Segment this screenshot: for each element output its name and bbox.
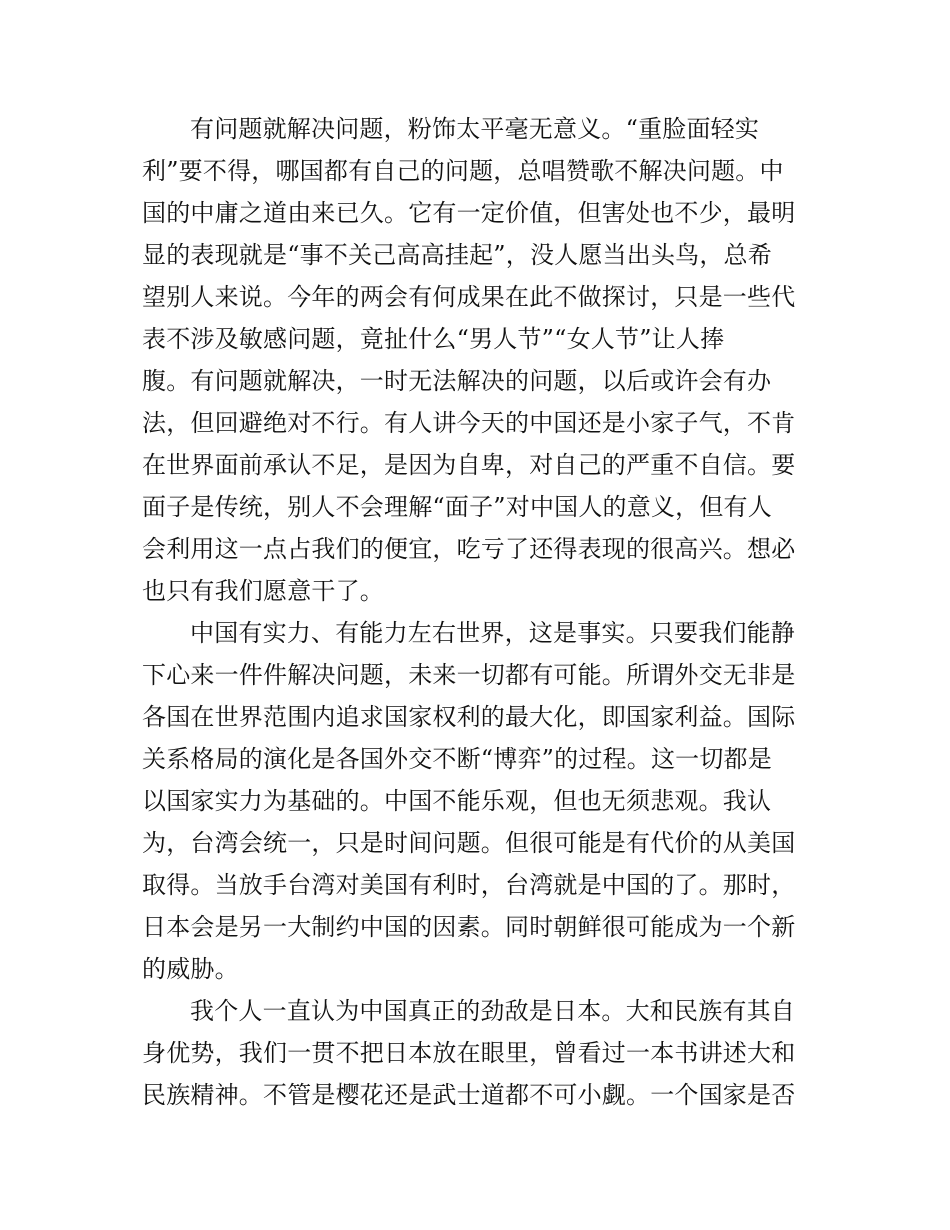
- text-line: 表不涉及敏感问题，竟扯什么“男人节”“女人节”让人捧: [142, 325, 725, 353]
- text-line: 有问题就解决问题，粉饰太平毫无意义。“重脸面轻实: [190, 115, 760, 143]
- paragraph-3: [142, 990, 814, 1116]
- text-line: 下心来一件件解决问题，未来一切都有可能。所谓外交无非是: [142, 661, 796, 689]
- text-line: 望别人来说。今年的两会有何成果在此不做探讨，只是一些代: [142, 283, 796, 311]
- text-line: 国的中庸之道由来已久。它有一定价值，但害处也不少，最明: [142, 199, 796, 227]
- text-line: 法，但回避绝对不行。有人讲今天的中国还是小家子气，不肯: [142, 409, 796, 437]
- text-line: 在世界面前承认不足，是因为自卑，对自己的严重不自信。要: [142, 451, 796, 479]
- text-line: 也只有我们愿意干了。: [142, 577, 384, 605]
- text-line: 会利用这一点占我们的便宜，吃亏了还得表现的很高兴。想必: [142, 535, 796, 563]
- text-line: 各国在世界范围内追求国家权利的最大化，即国家利益。国际: [142, 703, 796, 731]
- text-line: 我个人一直认为中国真正的劲敌是日本。大和民族有其自: [190, 997, 795, 1025]
- text-line: 民族精神。不管是樱花还是武士道都不可小觑。一个国家是否: [142, 1081, 796, 1109]
- text-line: 的威胁。: [142, 955, 239, 983]
- text-line: 日本会是另一大制约中国的因素。同时朝鲜很可能成为一个新: [142, 913, 796, 941]
- text-line: 为，台湾会统一，只是时间问题。但很可能是有代价的从美国: [142, 829, 796, 857]
- body-text: [142, 108, 814, 1116]
- text-line: 取得。当放手台湾对美国有利时，台湾就是中国的了。那时，: [142, 871, 796, 899]
- text-line: 面子是传统，别人不会理解“面子”对中国人的意义，但有人: [142, 493, 772, 521]
- paragraph-1: [142, 108, 814, 612]
- paragraph-2: [142, 612, 814, 990]
- text-line: 身优势，我们一贯不把日本放在眼里，曾看过一本书讲述大和: [142, 1039, 796, 1067]
- text-line: 以国家实力为基础的。中国不能乐观，但也无须悲观。我认: [142, 787, 772, 815]
- text-line: 中国有实力、有能力左右世界，这是事实。只要我们能静: [190, 619, 795, 647]
- text-line: 腹。有问题就解决，一时无法解决的问题，以后或许会有办: [142, 367, 772, 395]
- text-line: 显的表现就是“事不关己高高挂起”，没人愿当出头鸟，总希: [142, 241, 772, 269]
- text-line: 关系格局的演化是各国外交不断“博弈”的过程。这一切都是: [142, 745, 772, 773]
- text-line: 利”要不得，哪国都有自己的问题，总唱赞歌不解决问题。中: [142, 157, 784, 185]
